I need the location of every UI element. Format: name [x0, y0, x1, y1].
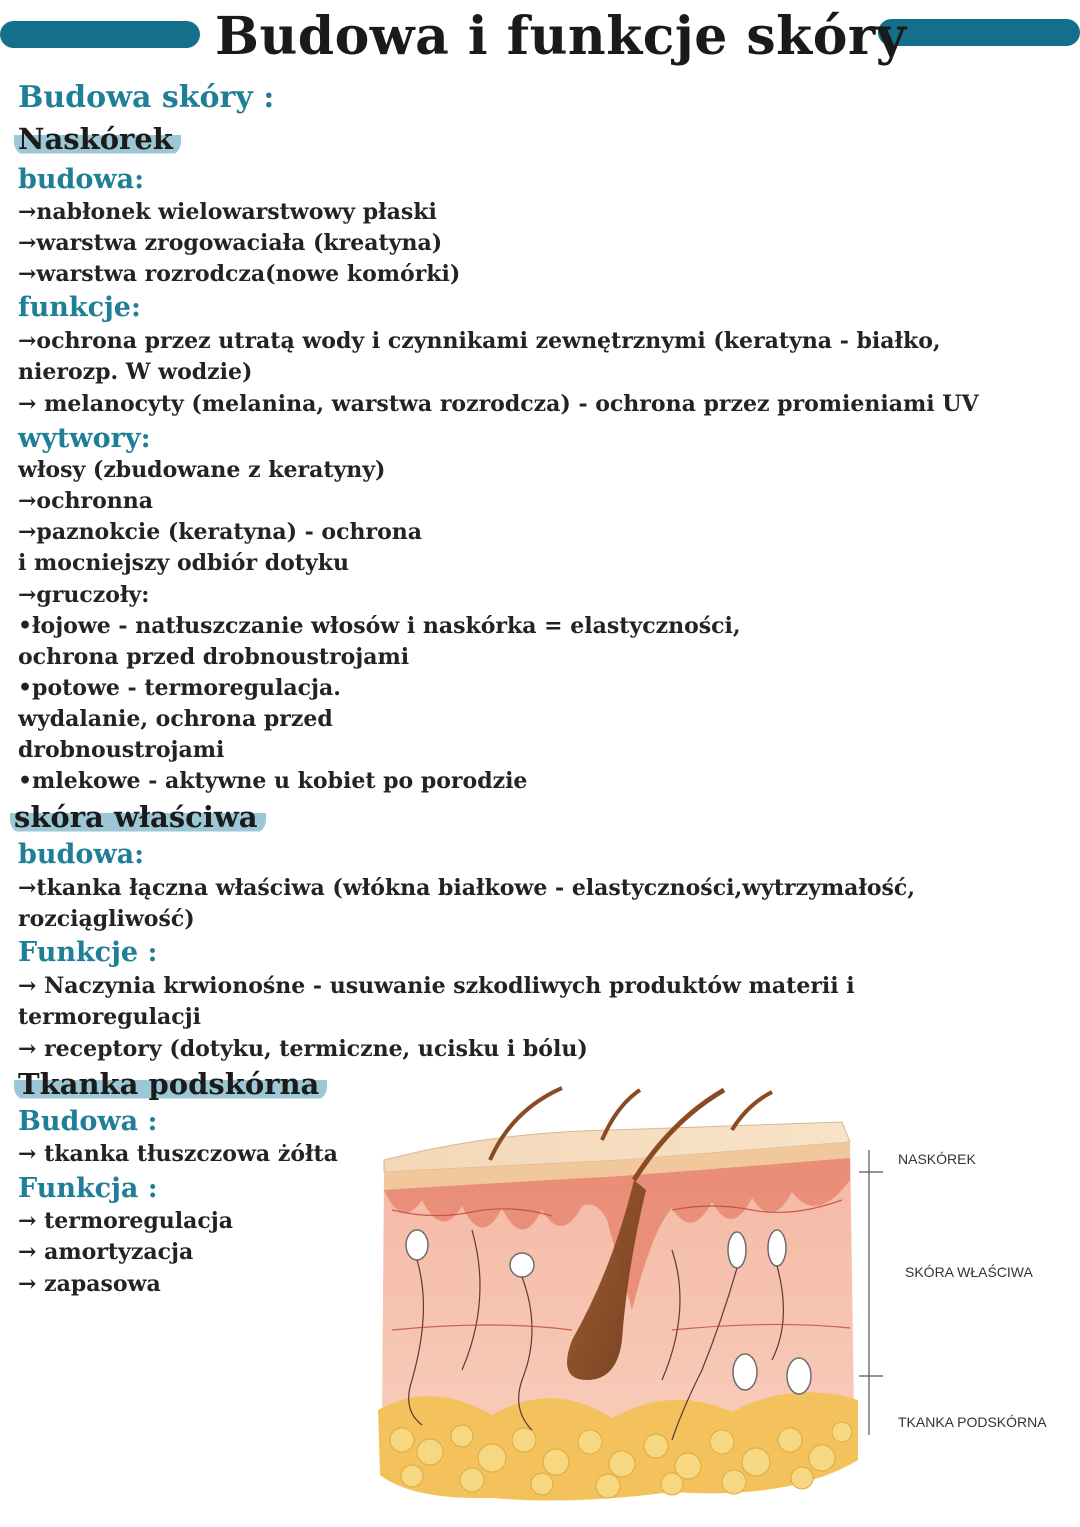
gland: [733, 1354, 757, 1390]
naskorek-wytwory-item: i mocniejszy odbiór dotyku: [18, 550, 349, 576]
naskorek-wytwory-item: wydalanie, ochrona przed: [18, 706, 333, 732]
skora-budowa-item: →tkanka łączna właściwa (włókna białkowe - elastyczności,wytrzymałość,: [18, 875, 915, 901]
layer-scale-bracket: [855, 1140, 895, 1440]
naskorek-wytwory-item: →paznokcie (keratyna) - ochrona: [18, 519, 423, 545]
label-epidermis: NASKÓREK: [898, 1151, 976, 1167]
naskorek-wytwory-item: •łojowe - natłuszczanie włosów i naskórka = elastyczności,: [18, 613, 741, 639]
page-title: Budowa i funkcje skóry: [215, 6, 907, 67]
label-dermis: SKÓRA WŁAŚCIWA: [905, 1264, 1033, 1280]
heading-skora-wlasciwa: skóra właściwa: [10, 800, 266, 834]
podskorna-funkcja-label: Funkcja :: [18, 1173, 158, 1204]
gland: [728, 1232, 746, 1268]
skora-funkcje-label: Funkcje :: [18, 937, 158, 968]
gland: [768, 1230, 786, 1266]
gland: [510, 1253, 534, 1277]
gland: [406, 1230, 428, 1260]
naskorek-wytwory-item: →gruczoły:: [18, 582, 150, 608]
podskorna-budowa-item: → tkanka tłuszczowa żółta: [18, 1141, 338, 1167]
naskorek-funkcje-item: →ochrona przez utratą wody i czynnikami zewnętrznymi (keratyna - białko,: [18, 328, 941, 354]
heading-naskorek: Naskórek: [14, 122, 181, 156]
naskorek-wytwory-item: drobnoustrojami: [18, 737, 225, 763]
skora-budowa-item: rozciągliwość): [18, 906, 195, 932]
podskorna-funkcja-item: → amortyzacja: [18, 1239, 194, 1265]
skora-funkcje-item: → Naczynia krwionośne - usuwanie szkodliwych produktów materii i: [18, 973, 855, 999]
skora-budowa-label: budowa:: [18, 839, 145, 870]
naskorek-budowa-item: →warstwa rozrodcza(nowe komórki): [18, 261, 461, 287]
naskorek-wytwory-item: ochrona przed drobnoustrojami: [18, 644, 410, 670]
heading-tkanka-podskorna: Tkanka podskórna: [14, 1067, 327, 1101]
skora-funkcje-item: → receptory (dotyku, termiczne, ucisku i bólu): [18, 1036, 588, 1062]
naskorek-funkcje-label: funkcje:: [18, 292, 141, 323]
naskorek-wytwory-item: •mlekowe - aktywne u kobiet po porodzie: [18, 768, 528, 794]
gland: [787, 1358, 811, 1394]
podskorna-funkcja-item: → zapasowa: [18, 1271, 161, 1297]
skin-cross-section-illustration: [372, 1080, 892, 1510]
podskorna-budowa-label: Budowa :: [18, 1106, 158, 1137]
section-subtitle: Budowa skóry :: [18, 80, 275, 115]
naskorek-wytwory-item: włosy (zbudowane z keratyny): [18, 457, 386, 483]
naskorek-wytwory-item: →ochronna: [18, 488, 154, 514]
naskorek-wytwory-item: •potowe - termoregulacja.: [18, 675, 341, 701]
label-hypodermis: TKANKA PODSKÓRNA: [898, 1414, 1047, 1430]
naskorek-funkcje-item: nierozp. W wodzie): [18, 359, 253, 385]
naskorek-budowa-item: →warstwa zrogowaciała (kreatyna): [18, 230, 443, 256]
naskorek-budowa-item: →nabłonek wielowarstwowy płaski: [18, 199, 437, 225]
naskorek-wytwory-label: wytwory:: [18, 423, 151, 454]
naskorek-budowa-label: budowa:: [18, 164, 145, 195]
podskorna-funkcja-item: → termoregulacja: [18, 1208, 233, 1234]
naskorek-funkcje-item: → melanocyty (melanina, warstwa rozrodcza) - ochrona przez promieniami UV: [18, 391, 979, 417]
title-bar-left: [0, 21, 200, 48]
title-bar-right: [878, 19, 1080, 46]
skora-funkcje-item: termoregulacji: [18, 1004, 201, 1030]
